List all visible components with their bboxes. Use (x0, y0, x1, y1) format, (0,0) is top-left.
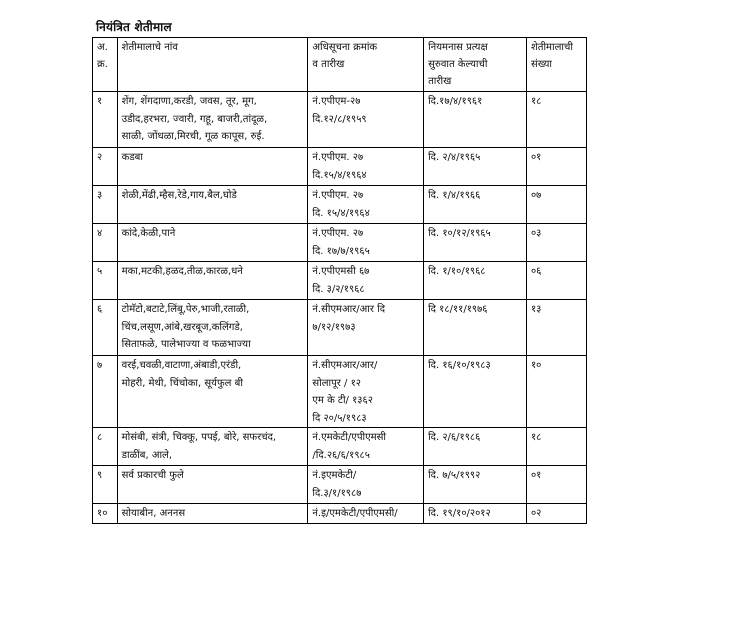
table-row (93, 428, 587, 466)
notification-cell (308, 428, 424, 466)
commodity-cell (117, 148, 308, 186)
regulated-commodities-table (92, 37, 587, 524)
notification-line: सोलापूर / १२ (312, 377, 361, 389)
notification-line: दि. १७/७/१९६५ (312, 245, 370, 257)
notification-line: दि.३/१/१९८७ (312, 487, 362, 499)
header-commodity-line: शेतीमालाचे नांव (121, 42, 178, 53)
notification-line: नं.इएमकेटी/ (312, 470, 357, 481)
serial-cell: ५ (93, 262, 118, 300)
notification-cell (308, 148, 424, 186)
commodity-line: सिताफळे, पालेभाज्या व फळभाज्या (121, 339, 251, 350)
notification-line: नं.एपीएम-२७ (312, 96, 361, 107)
commodity-cell (117, 300, 308, 356)
serial-cell: ८ (93, 428, 118, 466)
date-cell: दि. १/४/१९६६ (424, 186, 527, 224)
date-cell: दि. १०/१२/१९६५ (424, 224, 527, 262)
date-cell: दि. २/४/१९६५ (424, 148, 527, 186)
table-row (93, 356, 587, 428)
date-cell: दि. १/१०/१९६८ (424, 262, 527, 300)
header-serial-number (93, 38, 118, 92)
serial-cell: ४ (93, 224, 118, 262)
notification-line: दि. १५/४/१९६४ (312, 207, 370, 219)
notification-line: नं.एपीएम. २७ (312, 190, 364, 201)
notification-line: नं.सीएमआर/आर/ (312, 360, 378, 371)
header-notification-line: अधिसूचना क्रमांक (312, 42, 378, 53)
serial-cell: ७ (93, 356, 118, 428)
commodity-line: वरई,चवळी,वाटाणा,अंबाडी,एरंडी, (121, 360, 242, 371)
serial-cell: ९ (93, 466, 118, 504)
header-serial-line: अ. (97, 42, 108, 53)
serial-cell: १० (93, 504, 118, 524)
commodity-line: शेंग, शेंगदाणा,करडी, जवस, तूर, मूग, (121, 96, 257, 107)
commodity-cell (117, 428, 308, 466)
count-cell: १८ (526, 92, 586, 148)
commodity-line: मोहरी, मेथी, चिंचोका, सूर्यफुल बी (121, 377, 243, 389)
date-cell: दि. १९/१०/२०१२ (424, 504, 527, 524)
table-row (93, 92, 587, 148)
count-cell: ०७ (526, 186, 586, 224)
notification-cell (308, 92, 424, 148)
notification-line: /दि.२६/६/१९८५ (312, 449, 370, 461)
notification-line: एम के टी/ १३६२ (312, 395, 373, 406)
table-body (93, 92, 587, 524)
commodity-cell (117, 356, 308, 428)
header-date-line: तारीख (428, 76, 452, 87)
commodity-line: डाळींब, आले, (121, 449, 173, 461)
commodity-cell (117, 92, 308, 148)
header-date-line: नियमनास प्रत्यक्ष (428, 42, 488, 53)
commodity-cell (117, 262, 308, 300)
header-regulation-date (424, 38, 527, 92)
commodity-line: मका,मटकी,हळद,तीळ,कारळ,धने (121, 266, 243, 277)
notification-cell (308, 356, 424, 428)
notification-line: नं.एपीएम. २७ (312, 152, 364, 163)
commodity-cell (117, 186, 308, 224)
notification-line: नं.सीएमआर/आर दि (312, 304, 386, 315)
notification-line: ७/१२/१९७३ (312, 321, 356, 333)
notification-line: नं.एमकेटी/एपीएमसी (312, 432, 386, 443)
notification-cell (308, 262, 424, 300)
notification-cell (308, 466, 424, 504)
date-cell: दि. १६/१०/१९८३ (424, 356, 527, 428)
header-serial-line: क्र. (97, 59, 108, 70)
notification-line: नं.एपीएमसी ६७ (312, 266, 370, 277)
count-cell: ०३ (526, 224, 586, 262)
notification-line: दि. ३/२/१९६८ (312, 283, 365, 295)
date-cell: दि.१७/४/१९६१ (424, 92, 527, 148)
header-count-line: शेतीमालाची (530, 42, 573, 53)
count-cell: ०१ (526, 148, 586, 186)
count-cell: १० (526, 356, 586, 428)
commodity-cell (117, 504, 308, 524)
commodity-cell (117, 224, 308, 262)
commodity-line: साळी, जोंधळा,मिरची, गूळ कापूस, रुई. (121, 131, 265, 142)
table-row (93, 148, 587, 186)
commodity-line: उडीद,हरभरा, ज्वारी, गहू, बाजरी,तांदूळ, (121, 113, 268, 125)
notification-cell (308, 224, 424, 262)
count-cell: ०२ (526, 504, 586, 524)
table-row (93, 262, 587, 300)
count-cell: १८ (526, 428, 586, 466)
commodity-line: शेळी,मेंढी,म्हैस,रेडे,गाय,बैल,घोडे (121, 190, 237, 201)
serial-cell: ६ (93, 300, 118, 356)
notification-cell (308, 504, 424, 524)
serial-cell: १ (93, 92, 118, 148)
notification-line: दि २०/५/१९८३ (312, 412, 367, 424)
commodity-line: सर्व प्रकारची फुले (121, 470, 184, 481)
serial-cell: ३ (93, 186, 118, 224)
notification-line: दि.१२/८/१९५९ (312, 113, 367, 125)
header-notification-line: व तारीख (312, 59, 345, 70)
table-row (93, 300, 587, 356)
notification-line: नं.एपीएम. २७ (312, 228, 364, 239)
notification-line: दि.१५/४/१९६४ (312, 169, 367, 181)
header-notification (308, 38, 424, 92)
header-count-line: संख्या (530, 59, 552, 70)
table-row (93, 186, 587, 224)
commodity-line: टोमॅटो,बटाटे,लिंबू,पेरु,भाजी,रताळी, (121, 304, 250, 315)
count-cell: ०१ (526, 466, 586, 504)
count-cell: १३ (526, 300, 586, 356)
header-commodity-name (117, 38, 308, 92)
notification-cell (308, 186, 424, 224)
notification-cell (308, 300, 424, 356)
table-row (93, 224, 587, 262)
count-cell: ०६ (526, 262, 586, 300)
date-cell: दि. २/६/१९८६ (424, 428, 527, 466)
page-title: नियंत्रित शेतीमाल (96, 20, 172, 34)
commodity-line: मोसंबी, संत्री, चिक्कू, पपई, बोरे, सफरचंद, (121, 432, 277, 443)
table-row (93, 504, 587, 524)
table-header-row (93, 38, 587, 92)
commodity-line: सोयाबीन, अननस (121, 508, 186, 519)
header-date-line: सुरुवात केल्याची (428, 59, 488, 70)
commodity-line: कांदे,केळी,पाने (121, 228, 176, 239)
date-cell: दि. ७/५/१९९२ (424, 466, 527, 504)
commodity-line: चिंच,लसूण,आंबे,खरबूज,कलिंगडे, (121, 321, 243, 333)
commodity-line: कडबा (121, 152, 143, 163)
header-count (526, 38, 586, 92)
commodity-cell (117, 466, 308, 504)
serial-cell: २ (93, 148, 118, 186)
date-cell: दि १८/११/१९७६ (424, 300, 527, 356)
table-row (93, 466, 587, 504)
notification-line: नं.इ/एमकेटी/एपीएमसी/ (312, 508, 398, 519)
